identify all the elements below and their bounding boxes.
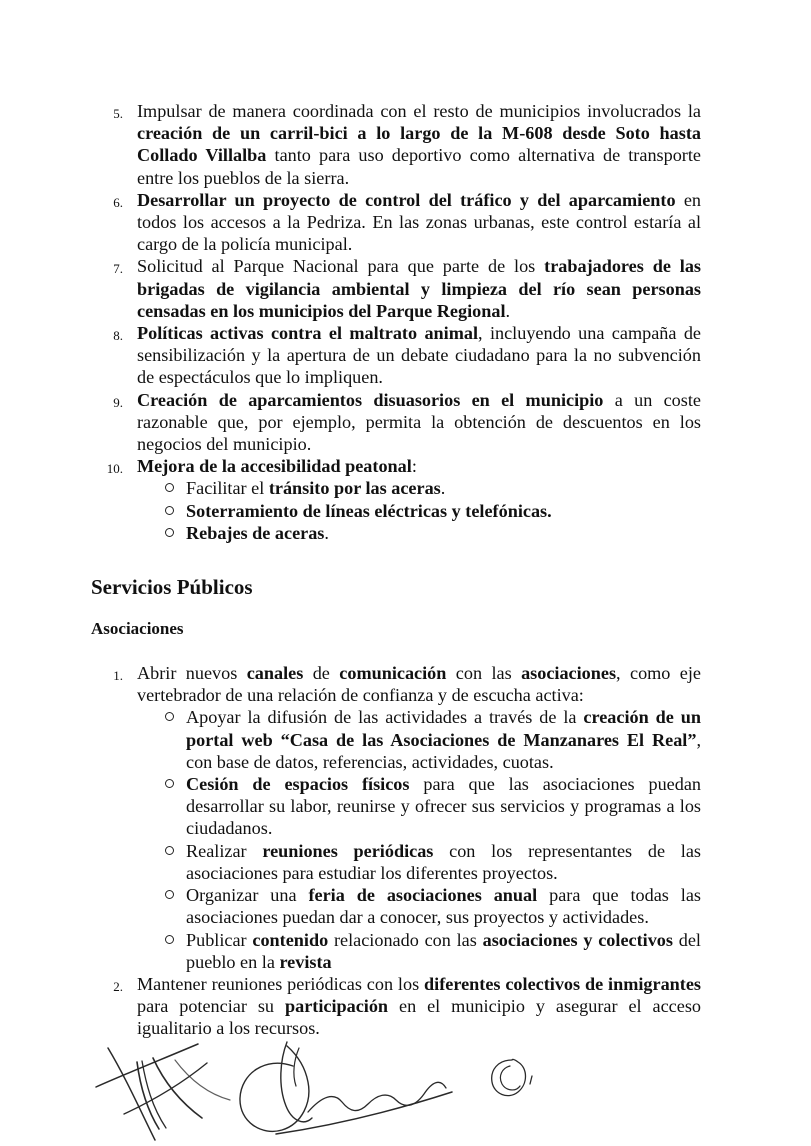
list-item-text: Solicitud al Parque Nacional para que parte de los trabajadores de las brigadas de vigilancia ambiental y limpieza del río sean personas censadas en los municipios del Parque Regional.: [137, 256, 701, 321]
list-item-text: Políticas activas contra el maltrato animal, incluyendo una campaña de sensibilización y la apertura de un debate ciudadano para la no subvención de espectáculos que lo impliquen.: [137, 323, 701, 388]
list-item-number: 8.: [113, 328, 123, 344]
circle-bullet-icon: [165, 935, 174, 944]
list-item-text: Desarrollar un proyecto de control del tráfico y del aparcamiento en todos los accesos a la Pedriza. En las zonas urbanas, este control estaría al cargo de la policía municipal.: [137, 189, 702, 255]
list-item-number: 6.: [113, 194, 123, 210]
list-item-number: 5.: [113, 106, 123, 121]
transport-measures-list: [91, 100, 701, 544]
circle-bullet-icon: [165, 846, 174, 855]
list-item-number: 7.: [113, 261, 123, 277]
sub-list-item: [137, 884, 701, 928]
circle-bullet-icon: [165, 506, 174, 515]
list-item: [91, 255, 701, 322]
sub-bullet-list: [137, 477, 701, 544]
sub-list-item: [137, 773, 701, 840]
subsection-heading: Asociaciones: [91, 619, 184, 639]
circle-bullet-icon: [165, 779, 174, 788]
sub-list-item-text: Realizar reuniones periódicas con los representantes de las asociaciones para estudiar los diferentes proyectos.: [186, 840, 701, 883]
spacer: [91, 600, 701, 618]
sub-list-item: [137, 500, 701, 522]
sub-list-item-text: Soterramiento de líneas eléctricas y telefónicas.: [186, 500, 552, 521]
circle-bullet-icon: [165, 890, 174, 899]
list-item-text: Mantener reuniones periódicas con los diferentes colectivos de inmigrantes para potenciar su participación en el municipio y asegurar el acceso igualitario a los recursos.: [137, 973, 701, 1039]
circle-bullet-icon: [165, 712, 174, 721]
circle-bullet-icon: [165, 483, 174, 492]
list-item-text: Abrir nuevos canales de comunicación con las asociaciones, como eje vertebrador de una relación de confianza y de escucha activa:: [137, 663, 701, 706]
list-item: [91, 322, 701, 389]
sub-list-item-text: Publicar contenido relacionado con las asociaciones y colectivos del pueblo en la revista: [186, 929, 701, 972]
circle-bullet-icon: [165, 528, 174, 537]
list-item: [91, 389, 701, 456]
sub-bullet-list: [137, 706, 701, 972]
sub-list-item-text: Organizar una feria de asociaciones anual para que todas las asociaciones puedan dar a conocer, sus proyectos y actividades.: [186, 885, 701, 928]
signature-left: [96, 1044, 230, 1140]
spacer: [91, 640, 701, 662]
associations-measures-list: [91, 662, 701, 1039]
sub-list-item: [137, 706, 701, 773]
list-item-number: 1.: [113, 668, 123, 684]
list-item-number: 2.: [113, 978, 123, 994]
document-body: [91, 100, 701, 1040]
signature-block: [80, 1030, 580, 1146]
list-item-number: 10.: [106, 461, 123, 477]
list-item: [91, 455, 701, 544]
list-item-text: Mejora de la accesibilidad peatonal:: [137, 456, 417, 477]
list-item: [91, 100, 701, 189]
sub-list-item: [137, 840, 701, 884]
list-item-text: Creación de aparcamientos disuasorios en el municipio a un coste razonable que, por ejemplo, permita la obtención de descuentos en los negocios del municipio.: [137, 389, 701, 455]
sub-list-item-text: Cesión de espacios físicos para que las asociaciones puedan desarrollar su labor, reunirse y ofrecer sus servicios y programas a los ciudadanos.: [186, 774, 702, 839]
section-heading: Servicios Públicos: [91, 575, 253, 600]
spacer: [91, 544, 701, 574]
sub-list-item: [137, 929, 701, 973]
list-item: [91, 189, 701, 256]
list-item: [91, 662, 701, 973]
sub-list-item-text: Facilitar el tránsito por las aceras.: [186, 478, 446, 499]
sub-list-item: [137, 477, 701, 499]
sub-list-item-text: Apoyar la difusión de las actividades a través de la creación de un portal web “Casa de las Asociaciones de Manzanares El Real”, con base de datos, referencias, actividades, cuotas.: [186, 707, 701, 772]
sub-list-item: [137, 522, 701, 544]
sub-list-item-text: Rebajes de aceras.: [186, 522, 329, 543]
list-item-text: Impulsar de manera coordinada con el resto de municipios involucrados la creación de un carril-bici a lo largo de la M-608 desde Soto hasta Collado Villalba tanto para uso deportivo como alternativa de transporte entre los pueblos de la sierra.: [137, 101, 701, 188]
signature-right: [240, 1042, 532, 1134]
list-item-number: 9.: [113, 394, 123, 410]
